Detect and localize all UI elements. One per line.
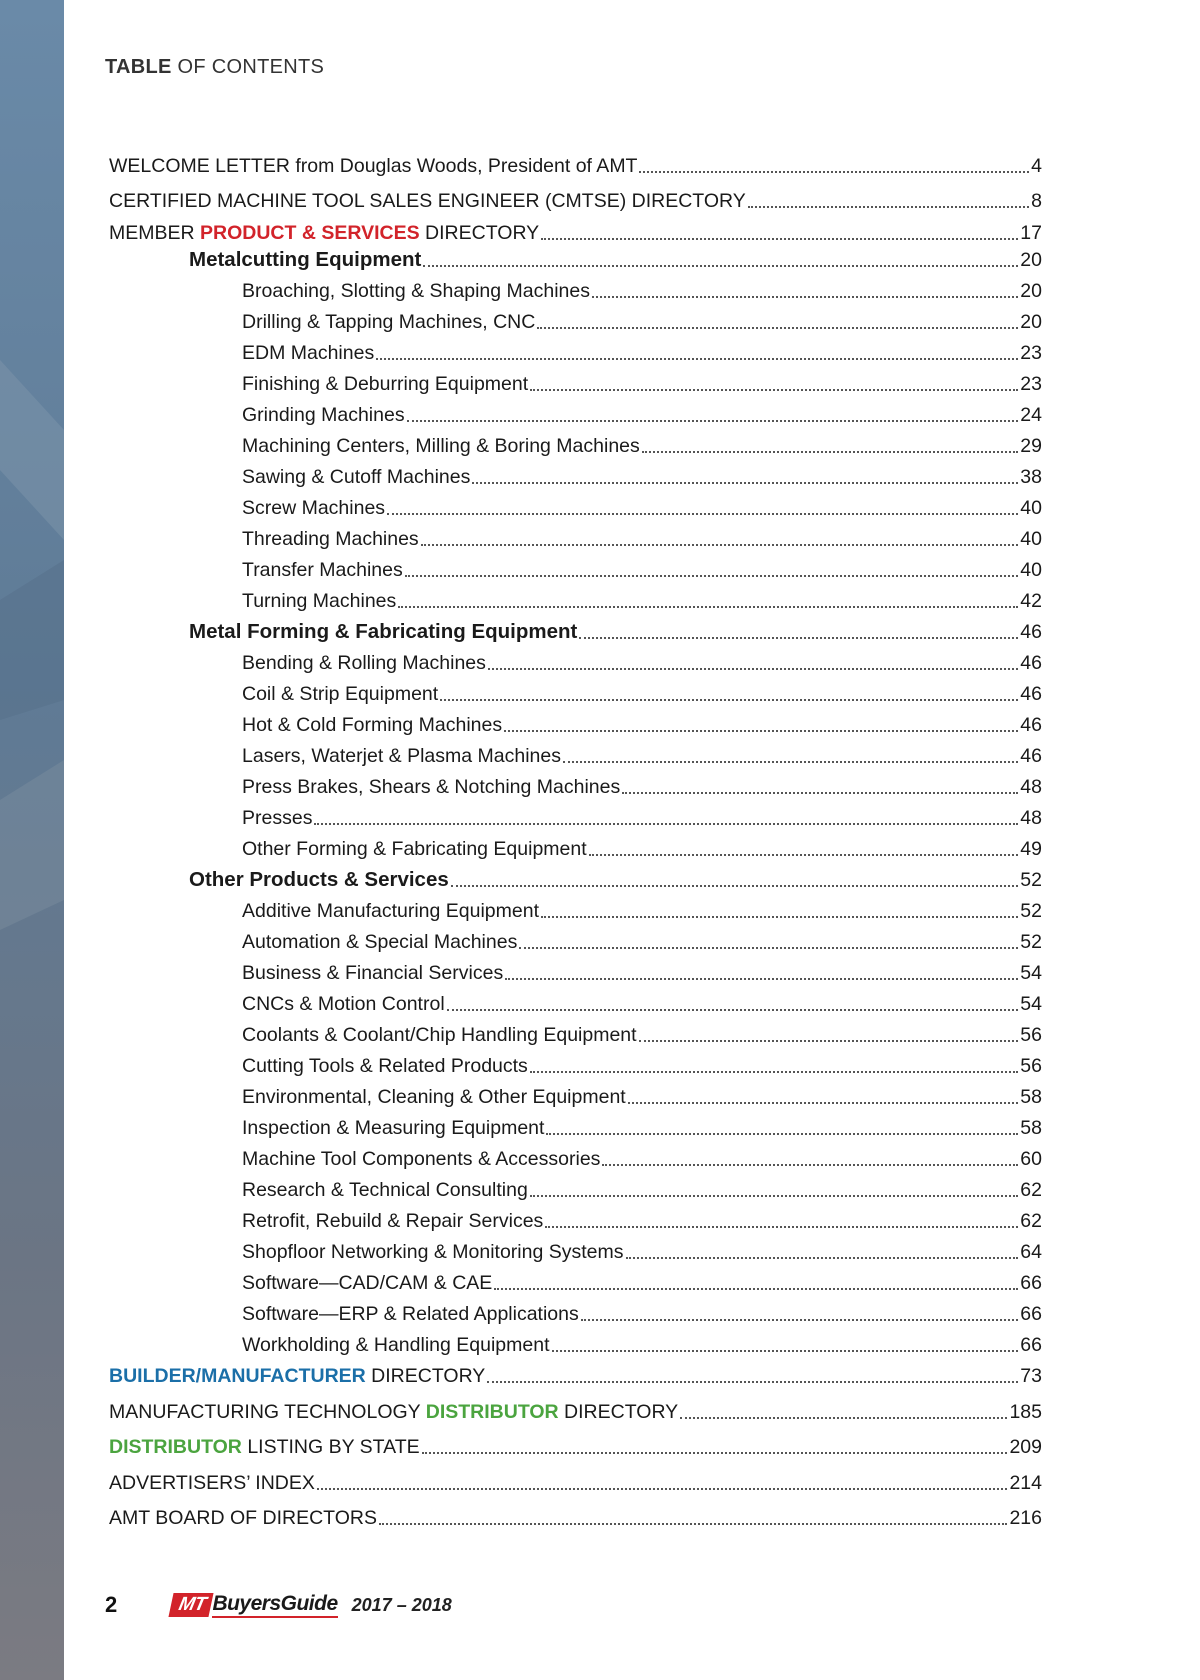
toc-entry[interactable] [109,644,1042,675]
toc-entry-page: 62 [1020,1179,1042,1201]
dot-leader [545,1226,1018,1228]
toc-entry-page: 58 [1020,1086,1042,1108]
dot-leader [530,389,1018,391]
dot-leader [626,1257,1019,1259]
dot-leader [447,1009,1019,1011]
toc-entry[interactable] [109,1233,1042,1264]
dot-leader [589,854,1019,856]
toc-entry-title: Additive Manufacturing Equipment [242,900,540,922]
toc-entry[interactable] [109,551,1042,582]
toc-entry-title: Metalcutting Equipment [189,248,422,271]
toc-entry-title: Cutting Tools & Related Products [242,1055,528,1077]
toc-entry-title: Other Forming & Fabricating Equipment [242,838,587,860]
toc-entry[interactable] [109,985,1042,1016]
toc-entry-page: 40 [1020,497,1042,519]
toc-entry-title: Hot & Cold Forming Machines [242,714,503,736]
dot-leader [317,1488,1008,1490]
page-footer [105,1590,452,1620]
toc-entry[interactable] [109,799,1042,830]
toc-entry[interactable] [109,365,1042,396]
toc-entry-title: Shopfloor Networking & Monitoring Systems [242,1241,624,1263]
dot-leader [421,544,1019,546]
toc-entry-title: DISTRIBUTOR LISTING BY STATE [109,1436,420,1458]
highlight-blue: BUILDER/MANUFACTURER [109,1365,366,1387]
toc-entry-distributor-by-state[interactable] [109,1424,1042,1460]
toc-entry-title: Coil & Strip Equipment [242,683,439,705]
dot-leader [546,1133,1018,1135]
toc-entry-page: 52 [1020,900,1042,922]
toc-entry-title: Software—ERP & Related Applications [242,1303,579,1325]
toc-entry-cmtse-directory[interactable] [109,178,1042,214]
dot-leader [563,761,1018,763]
toc-entry-page: 52 [1020,931,1042,953]
toc-entry[interactable] [109,706,1042,737]
toc-entry-page: 66 [1020,1303,1042,1325]
toc-entry-page: 24 [1020,404,1042,426]
toc-entry-title: Other Products & Services [189,868,449,891]
toc-entry-title: Automation & Special Machines [242,931,518,953]
toc-entry-title: MEMBER PRODUCT & SERVICES DIRECTORY [109,222,540,244]
dot-leader [423,265,1018,267]
dot-leader [488,668,1018,670]
toc-entry[interactable] [109,737,1042,768]
toc-entry-title: Business & Financial Services [242,962,504,984]
toc-entry-title: Research & Technical Consulting [242,1179,528,1201]
toc-entry[interactable] [109,582,1042,613]
dot-leader [407,420,1019,422]
toc-entry-page: 46 [1020,621,1042,643]
header-rest: OF CONTENTS [171,56,325,78]
toc-entry[interactable] [109,489,1042,520]
highlight-green: DISTRIBUTOR [425,1400,559,1423]
dot-leader [579,637,1018,639]
dot-leader [530,1071,1019,1073]
mt-buyers-guide-logo [171,1592,338,1618]
toc-entry-title: CNCs & Motion Control [242,993,445,1015]
toc-entry-page: 48 [1020,776,1042,798]
dot-leader [504,730,1018,732]
toc-entry-title: EDM Machines [242,342,375,364]
edition-year: 2017 – 2018 [351,1594,452,1615]
toc-entry-title: Screw Machines [242,497,386,519]
toc-entry-title: Presses [242,807,313,829]
toc-entry-page: 52 [1020,869,1042,891]
toc-entry[interactable] [109,272,1042,303]
toc-entry-page: 73 [1020,1365,1042,1387]
toc-entry[interactable] [109,1109,1042,1140]
toc-entry-page: 214 [1009,1471,1042,1494]
dot-leader [541,238,1018,240]
dot-leader [537,327,1018,329]
dot-leader [622,792,1018,794]
toc-entry-title: Drilling & Tapping Machines, CNC [242,311,536,333]
toc-entry-title: Threading Machines [242,528,419,550]
toc-entry-title: Workholding & Handling Equipment [242,1334,550,1356]
logo-wordmark: BuyersGuide [212,1592,337,1618]
toc-entry-page: 20 [1020,311,1042,333]
toc-entry[interactable] [109,675,1042,706]
toc-entry-title: MANUFACTURING TECHNOLOGY DISTRIBUTOR DIRECTORY [109,1400,679,1423]
dot-leader [748,206,1029,208]
toc-entry-page: 20 [1020,280,1042,302]
toc-entry[interactable] [109,427,1042,458]
dot-leader [642,451,1019,453]
dot-leader [519,947,1018,949]
dot-leader [592,296,1018,298]
dot-leader [494,1288,1018,1290]
toc-entry-page: 66 [1020,1272,1042,1294]
toc-entry-page: 48 [1020,807,1042,829]
toc-entry-board-of-directors[interactable] [109,1495,1042,1531]
toc-entry-welcome-letter[interactable] [109,142,1042,178]
dot-leader [541,916,1018,918]
toc-entry-page: 209 [1009,1436,1042,1458]
dot-leader [472,482,1018,484]
highlight-green: DISTRIBUTOR [109,1436,242,1458]
toc-entry-page: 23 [1020,373,1042,395]
toc-entry-title: Turning Machines [242,590,397,612]
dot-leader [440,699,1018,701]
toc-entry-page: 4 [1031,154,1042,177]
toc-entry-title: Software—CAD/CAM & CAE [242,1272,493,1294]
toc-entry-page: 54 [1020,962,1042,984]
toc-entry-title: Retrofit, Rebuild & Repair Services [242,1210,544,1232]
toc-entry-member-directory[interactable] [109,213,1042,245]
toc-entry-page: 46 [1020,683,1042,705]
toc-entry-title: Transfer Machines [242,559,403,581]
decorative-sidebar [0,0,64,1680]
dot-leader [451,885,1019,887]
toc-entry-title: Grinding Machines [242,404,405,426]
toc-entry[interactable] [109,334,1042,365]
toc-entry[interactable] [109,1202,1042,1233]
dot-leader [314,823,1018,825]
toc-entry[interactable] [109,396,1042,427]
toc-entry-title: Metal Forming & Fabricating Equipment [189,620,578,643]
toc-entry-page: 46 [1020,652,1042,674]
logo-mt-mark: MT [168,1593,214,1617]
dot-leader [581,1319,1019,1321]
dot-leader [628,1102,1019,1104]
toc-entry[interactable] [109,303,1042,334]
toc-entry-title: Sawing & Cutoff Machines [242,466,471,488]
toc-entry[interactable] [109,1047,1042,1078]
toc-entry[interactable] [109,923,1042,954]
toc-entry-page: 23 [1020,342,1042,364]
toc-entry-page: 56 [1020,1055,1042,1077]
toc-entry-title: Broaching, Slotting & Shaping Machines [242,280,590,302]
toc-entry-page: 20 [1020,249,1042,271]
dot-leader [405,575,1019,577]
dot-leader [387,513,1018,515]
toc-entry[interactable] [109,1078,1042,1109]
toc-entry-page: 8 [1031,190,1042,212]
toc-entry-page: 42 [1020,590,1042,612]
dot-leader [376,358,1018,360]
toc-entry[interactable] [109,1264,1042,1295]
toc-entry-title: Coolants & Coolant/Chip Handling Equipment [242,1024,637,1046]
toc-entry[interactable] [109,1295,1042,1326]
toc-section-metal-forming[interactable] [109,613,1042,644]
toc-entry-title: Environmental, Cleaning & Other Equipment [242,1086,626,1108]
toc-entry[interactable] [109,954,1042,985]
toc-section-metalcutting[interactable] [109,245,1042,272]
page-number: 2 [105,1592,118,1617]
toc-entry-builder-directory[interactable] [109,1357,1042,1388]
sidebar-pattern-graphic [0,0,64,1680]
toc-entry-distributor-directory[interactable] [109,1388,1042,1424]
toc-entry-title: Machine Tool Components & Accessories [242,1148,601,1170]
toc-entry-title: Finishing & Deburring Equipment [242,373,529,395]
highlight-red: PRODUCT & SERVICES [200,222,420,244]
toc-entry[interactable] [109,830,1042,861]
toc-entry-page: 46 [1020,745,1042,767]
dot-leader [680,1417,1007,1419]
dot-leader [379,1523,1007,1525]
dot-leader [487,1381,1018,1383]
toc-entry-page: 46 [1020,714,1042,736]
toc-entry-title: Machining Centers, Milling & Boring Machines [242,435,640,457]
toc-entry-page: 17 [1020,222,1042,244]
dot-leader [530,1195,1019,1197]
header-bold-word: TABLE [105,56,172,78]
toc-entry-page: 66 [1020,1334,1042,1356]
toc-entry-page: 216 [1009,1507,1042,1529]
toc-entry-title: AMT BOARD OF DIRECTORS [109,1507,377,1529]
toc-entry-page: 60 [1020,1148,1042,1170]
dot-leader [398,606,1018,608]
toc-entry-page: 29 [1020,435,1042,457]
toc-entry-advertisers-index[interactable] [109,1459,1042,1495]
dot-leader [639,171,1029,173]
toc-entry[interactable] [109,768,1042,799]
toc-entry-page: 40 [1020,559,1042,581]
toc-entry-title: WELCOME LETTER from Douglas Woods, President of AMT [109,154,638,177]
toc-entry-title: Press Brakes, Shears & Notching Machines [242,776,621,798]
toc-entry-page: 56 [1020,1024,1042,1046]
toc-entry[interactable] [109,1016,1042,1047]
toc-entry[interactable] [109,1140,1042,1171]
toc-entry-page: 185 [1009,1400,1042,1423]
toc-entry[interactable] [109,520,1042,551]
toc-entry-page: 49 [1020,838,1042,860]
toc-entry-title: Bending & Rolling Machines [242,652,486,674]
toc-entry-title: CERTIFIED MACHINE TOOL SALES ENGINEER (CMTSE) DIRECTORY [109,190,746,212]
toc-section-other-products[interactable] [109,861,1042,892]
page-header [105,56,324,79]
dot-leader [422,1452,1008,1454]
table-of-contents [109,142,1042,1530]
toc-entry-page: 38 [1020,466,1042,488]
toc-entry[interactable] [109,1171,1042,1202]
toc-entry[interactable] [109,458,1042,489]
dot-leader [639,1040,1019,1042]
toc-entry-title: Lasers, Waterjet & Plasma Machines [242,745,561,767]
toc-entry-page: 54 [1020,993,1042,1015]
toc-entry-page: 64 [1020,1241,1042,1263]
toc-entry-page: 40 [1020,528,1042,550]
dot-leader [552,1350,1019,1352]
toc-entry-title: BUILDER/MANUFACTURER DIRECTORY [109,1365,486,1387]
toc-entry[interactable] [109,1326,1042,1357]
toc-entry[interactable] [109,892,1042,923]
toc-entry-page: 58 [1020,1117,1042,1139]
toc-entry-title: Inspection & Measuring Equipment [242,1117,545,1139]
toc-entry-title: ADVERTISERS’ INDEX [109,1471,315,1494]
dot-leader [602,1164,1018,1166]
dot-leader [505,978,1018,980]
toc-entry-page: 62 [1020,1210,1042,1232]
